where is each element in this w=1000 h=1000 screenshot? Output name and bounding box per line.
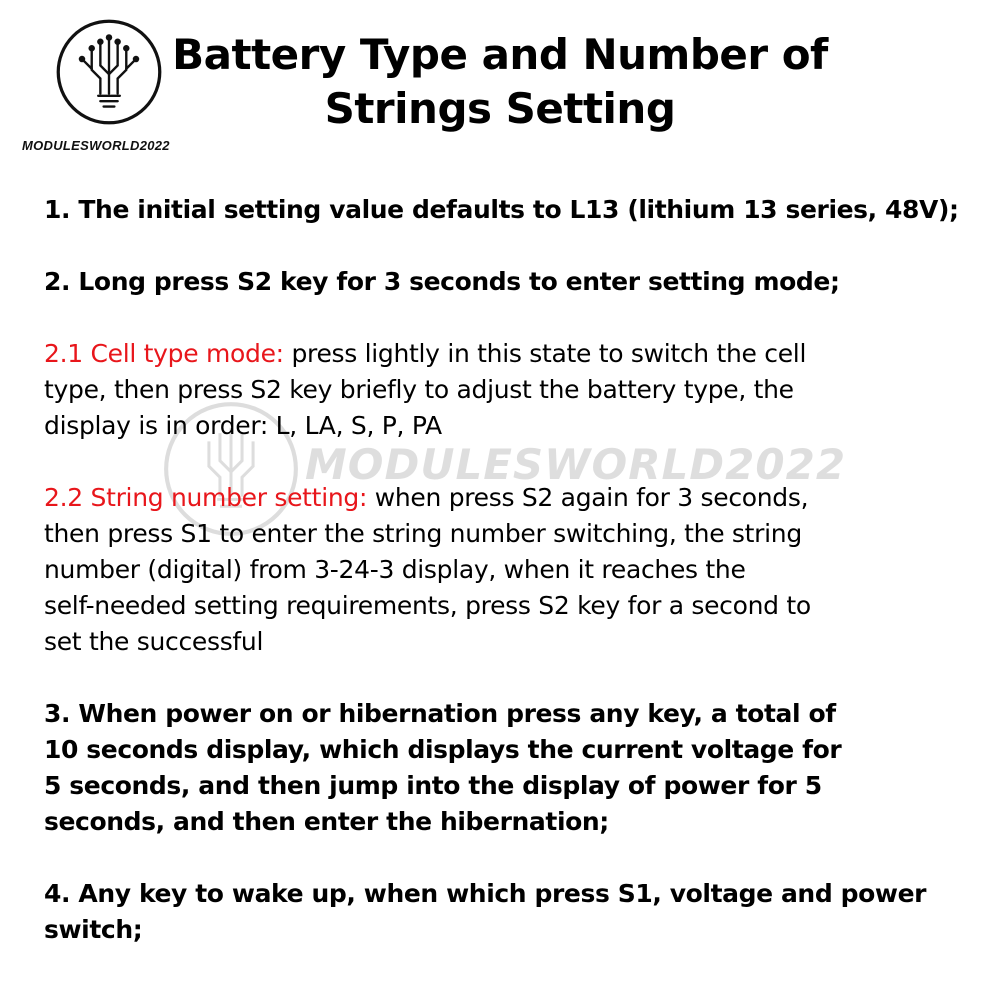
step-2-2-line-4: self-needed setting requirements, press S2 key for a second to: [44, 591, 811, 620]
step-2-2-text-1: when press S2 again for 3 seconds,: [367, 483, 809, 512]
step-1: 1. The initial setting value defaults to L13 (lithium 13 series, 48V);: [44, 195, 959, 224]
step-4-line-2: switch;: [44, 915, 143, 944]
step-2-1-line-2: type, then press S2 key briefly to adjust the battery type, the: [44, 375, 794, 404]
title-line-1: Battery Type and Number of: [172, 30, 828, 79]
step-2-2-line-5: set the successful: [44, 627, 264, 656]
step-2-2-line-3: number (digital) from 3-24-3 display, when it reaches the: [44, 555, 746, 584]
logo-text: MODULESWORLD2022: [22, 138, 170, 153]
step-2-2: [44, 480, 974, 660]
watermark-text: MODULESWORLD2022: [305, 440, 847, 489]
step-3-line-3: 5 seconds, and then jump into the display of power for 5: [44, 771, 822, 800]
step-2-1-line-3: display is in order: L, LA, S, P, PA: [44, 411, 442, 440]
step-2-2-line-1: [44, 480, 974, 516]
step-4-line-1: 4. Any key to wake up, when which press S1, voltage and power: [44, 879, 927, 908]
instructions: [44, 192, 974, 984]
step-3-line-2: 10 seconds display, which displays the current voltage for: [44, 735, 842, 764]
step-2-1-label: 2.1 Cell type mode:: [44, 339, 284, 368]
title-line-2: Strings Setting: [324, 84, 676, 133]
step-2-1: [44, 336, 974, 444]
step-2-1-line-1: [44, 336, 974, 372]
step-3: [44, 696, 974, 840]
step-2-2-label: 2.2 String number setting:: [44, 483, 368, 512]
step-3-line-1: 3. When power on or hibernation press any key, a total of: [44, 699, 836, 728]
step-2: 2. Long press S2 key for 3 seconds to enter setting mode;: [44, 267, 840, 296]
step-2-1-text-1: press lightly in this state to switch the cell: [283, 339, 807, 368]
page-title: [120, 28, 880, 136]
step-4: [44, 876, 974, 948]
step-2-2-line-2: then press S1 to enter the string number switching, the string: [44, 519, 802, 548]
step-3-line-4: seconds, and then enter the hibernation;: [44, 807, 609, 836]
